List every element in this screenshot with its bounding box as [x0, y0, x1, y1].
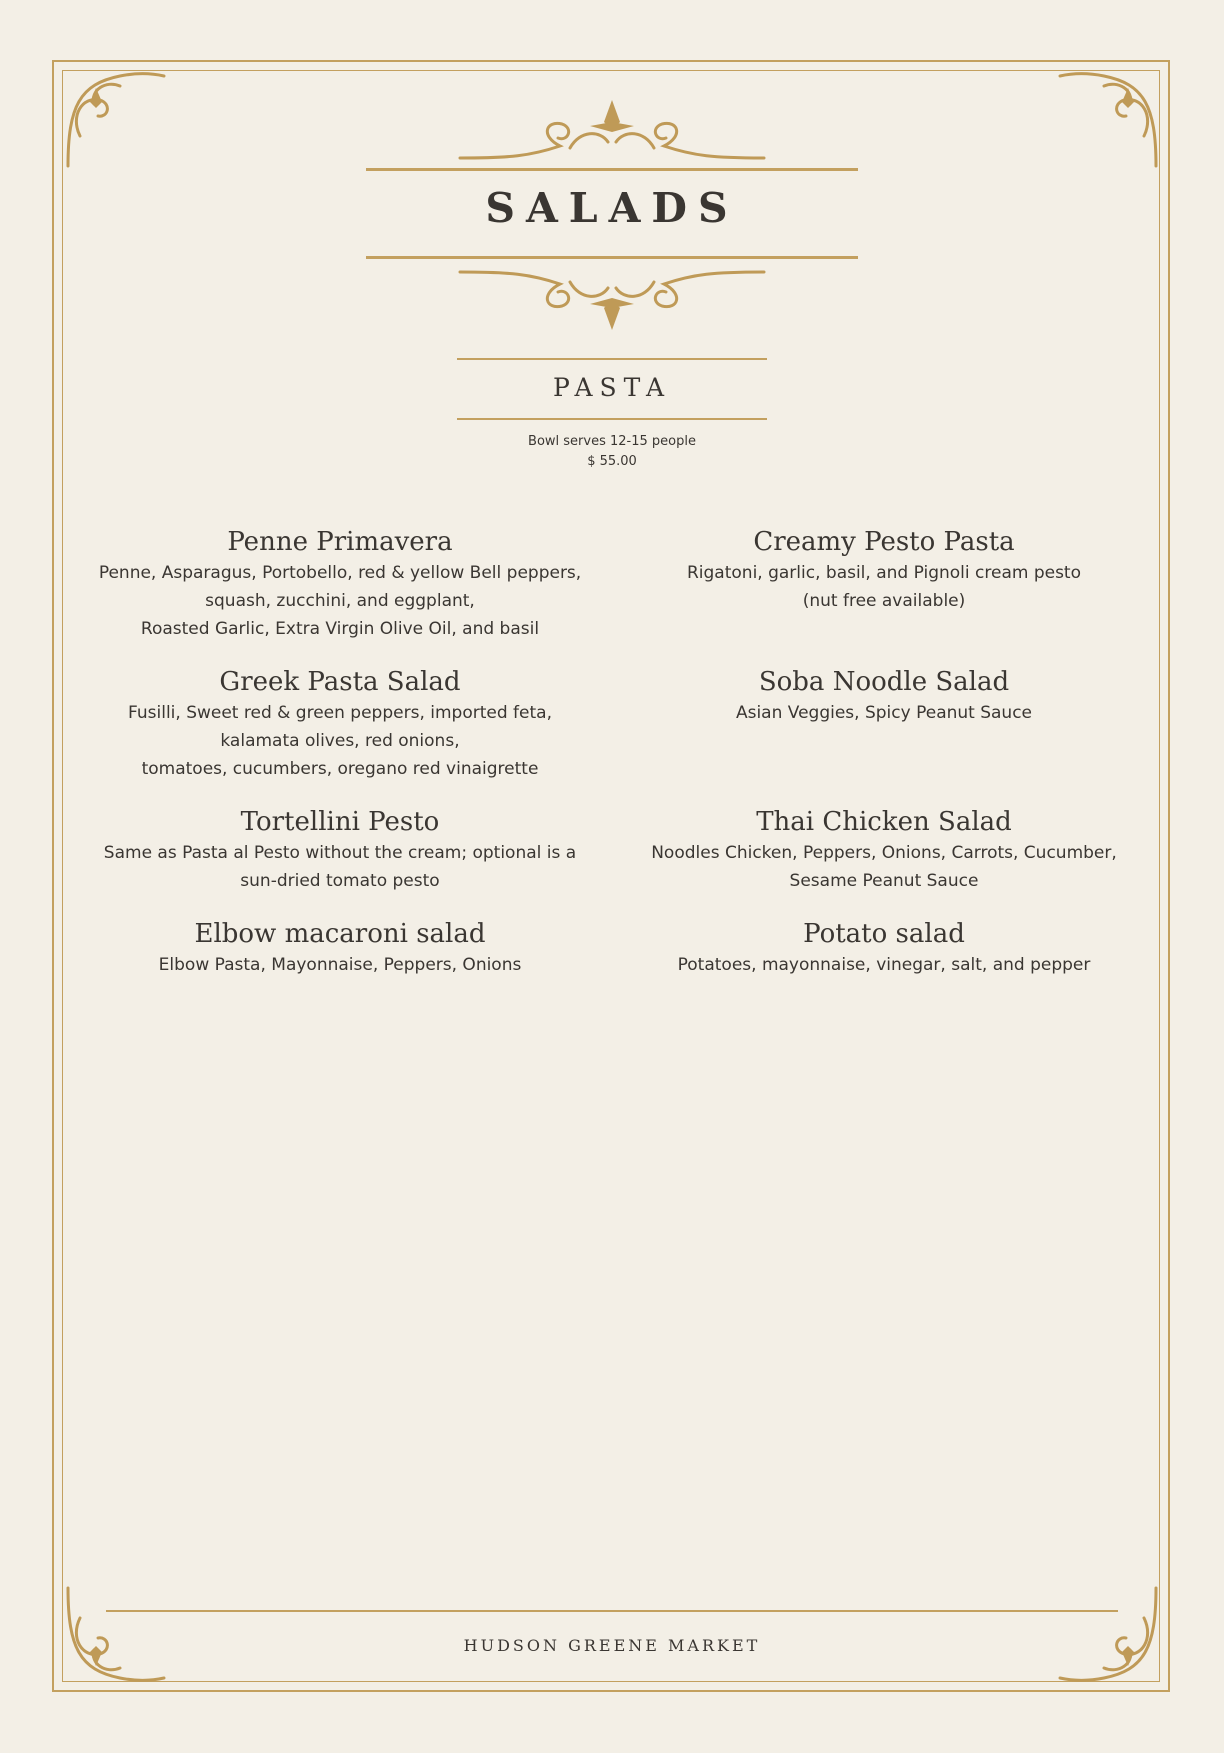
title-flourish-top-icon [450, 96, 774, 168]
page-title: SALADS [485, 184, 739, 232]
corner-ornament-bottom-left-icon [60, 1578, 170, 1688]
menu-item-description: Potatoes, mayonnaise, vinegar, salt, and pepper [677, 955, 1091, 975]
menu-item [624, 805, 1144, 895]
menu-item-name: Elbow macaroni salad [194, 919, 486, 949]
menu-item-description: Penne, Asparagus, Portobello, red & yellow Bell peppers, squash, zucchini, and eggplant, Roasted Garlic, Extra Virgin Olive Oil, and basil [98, 563, 582, 639]
menu-item [80, 917, 600, 979]
menu-item-name: Greek Pasta Salad [219, 667, 461, 697]
menu-item-description: Noodles Chicken, Peppers, Onions, Carrots, Cucumber, Sesame Peanut Sauce [651, 843, 1117, 891]
menu-item-name: Penne Primavera [227, 527, 453, 557]
corner-ornament-top-right-icon [1054, 66, 1164, 176]
menu-item [80, 525, 600, 643]
footer-brand: HUDSON GREENE MARKET [463, 1636, 761, 1655]
menu-item [80, 805, 600, 895]
title-flourish-bottom-icon [450, 262, 774, 334]
menu-item-name: Creamy Pesto Pasta [753, 527, 1015, 557]
corner-ornament-top-left-icon [60, 66, 170, 176]
menu-item-name: Soba Noodle Salad [758, 667, 1010, 697]
menu-item [624, 917, 1144, 979]
section-rule-top [457, 358, 767, 360]
menu-item-name: Thai Chicken Salad [756, 807, 1012, 837]
price-text: $ 55.00 [587, 454, 637, 469]
menu-item-name: Potato salad [803, 919, 965, 949]
section-rule-bottom [457, 418, 767, 420]
menu-item [624, 525, 1144, 615]
title-rule-top [366, 168, 858, 171]
menu-item-name: Tortellini Pesto [240, 807, 440, 837]
menu-item-description: Fusilli, Sweet red & green peppers, imported feta, kalamata olives, red onions, tomatoes, cucumbers, oregano red vinaigrette [128, 703, 552, 779]
corner-ornament-bottom-right-icon [1054, 1578, 1164, 1688]
menu-item-description: Elbow Pasta, Mayonnaise, Peppers, Onions [158, 955, 522, 975]
title-rule-bottom [366, 256, 858, 259]
menu-item-description: Same as Pasta al Pesto without the cream; optional is a sun-dried tomato pesto [103, 843, 577, 891]
serves-text: Bowl serves 12-15 people [528, 434, 696, 449]
menu-item-description: Asian Veggies, Spicy Peanut Sauce [735, 703, 1033, 723]
serving-info [0, 432, 1224, 472]
menu-item [624, 665, 1144, 727]
section-title: PASTA [552, 373, 672, 402]
menu-item-description: Rigatoni, garlic, basil, and Pignoli cream pesto (nut free available) [686, 563, 1081, 611]
footer-rule [106, 1610, 1118, 1612]
menu-item [80, 665, 600, 783]
